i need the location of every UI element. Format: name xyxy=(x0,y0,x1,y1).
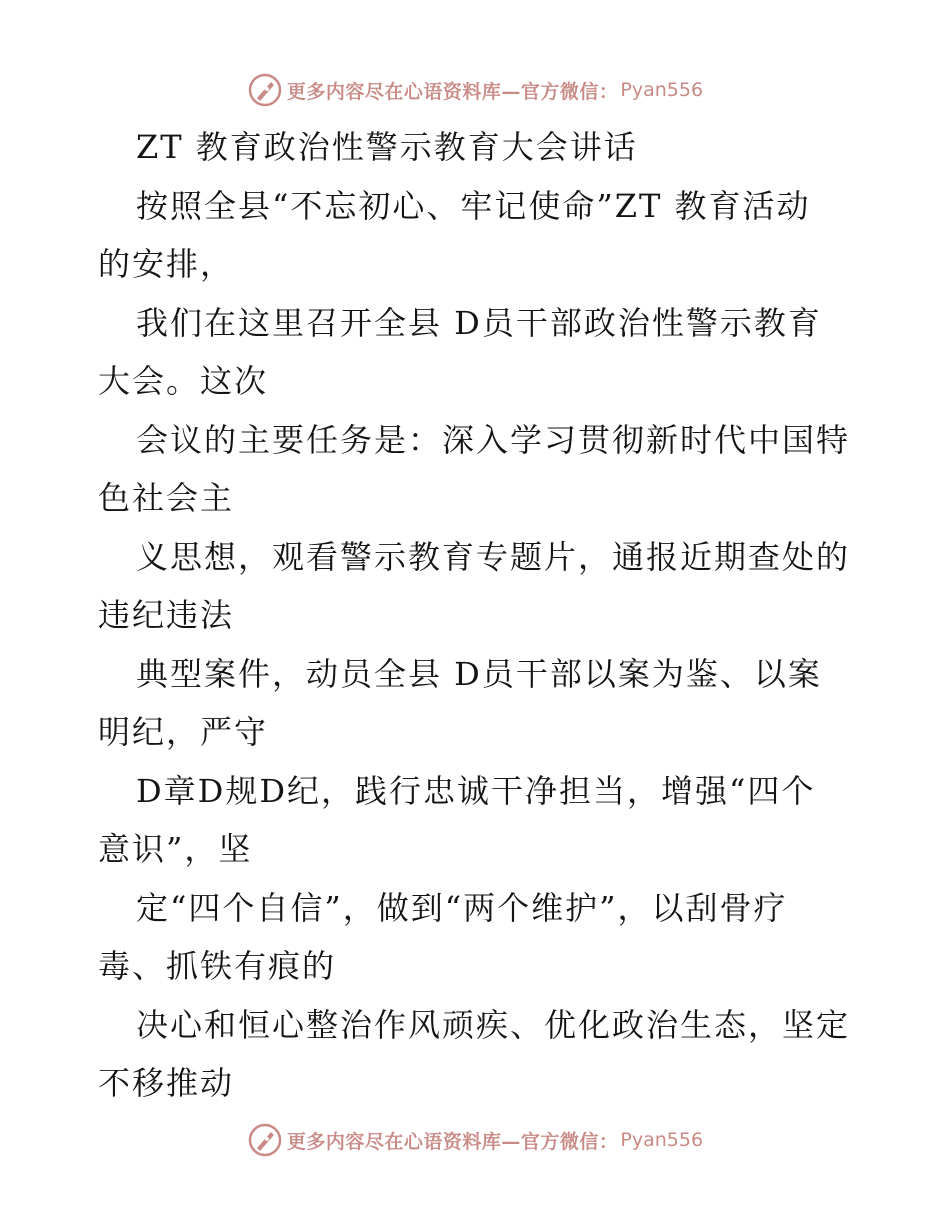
document-line: 色社会主 xyxy=(98,479,235,517)
watermark-text: 更多内容尽在心语资料库—官方微信： xyxy=(286,80,619,103)
pen-nib-logo-icon xyxy=(247,1122,283,1158)
document-line: 典型案件，动员全县 D员干部以案为鉴、以案 xyxy=(136,654,822,693)
document-line: 我们在这里召开全县 D员干部政治性警示教育 xyxy=(136,303,822,342)
document-line: 大会。这次 xyxy=(98,362,269,400)
document-line: ZT 教育政治性警示教育大会讲话 xyxy=(136,128,638,166)
watermark-banner-bottom xyxy=(0,1120,950,1160)
document-line: D章D规D纪，践行忠诚干净担当，增强“四个 xyxy=(136,771,816,810)
document-line: 的安排， xyxy=(98,245,235,283)
watermark-banner-top xyxy=(0,70,950,110)
watermark-wechat-id: Pyan556 xyxy=(620,1129,704,1151)
document-line: 定“四个自信”，做到“两个维护”，以刮骨疗 xyxy=(136,888,788,927)
document-line: 不移推动 xyxy=(98,1064,235,1102)
document-body xyxy=(98,118,858,1113)
document-line: 明纪，严守 xyxy=(98,713,269,751)
watermark-text: 更多内容尽在心语资料库—官方微信： xyxy=(286,1130,619,1153)
document-line: 义思想，观看警示教育专题片，通报近期查处的 xyxy=(136,537,851,576)
document-line: 违纪违法 xyxy=(98,596,235,634)
document-line: 按照全县“不忘初心、牢记使命”ZT 教育活动 xyxy=(136,186,811,225)
watermark-wechat-id: Pyan556 xyxy=(620,79,704,101)
document-line: 会议的主要任务是：深入学习贯彻新时代中国特 xyxy=(136,420,851,459)
document-line: 意识”，坚 xyxy=(98,830,253,868)
document-line: 毒、抓铁有痕的 xyxy=(98,947,337,985)
document-line: 决心和恒心整治作风顽疾、优化政治生态，坚定 xyxy=(136,1005,851,1044)
pen-nib-logo-icon xyxy=(247,72,283,108)
